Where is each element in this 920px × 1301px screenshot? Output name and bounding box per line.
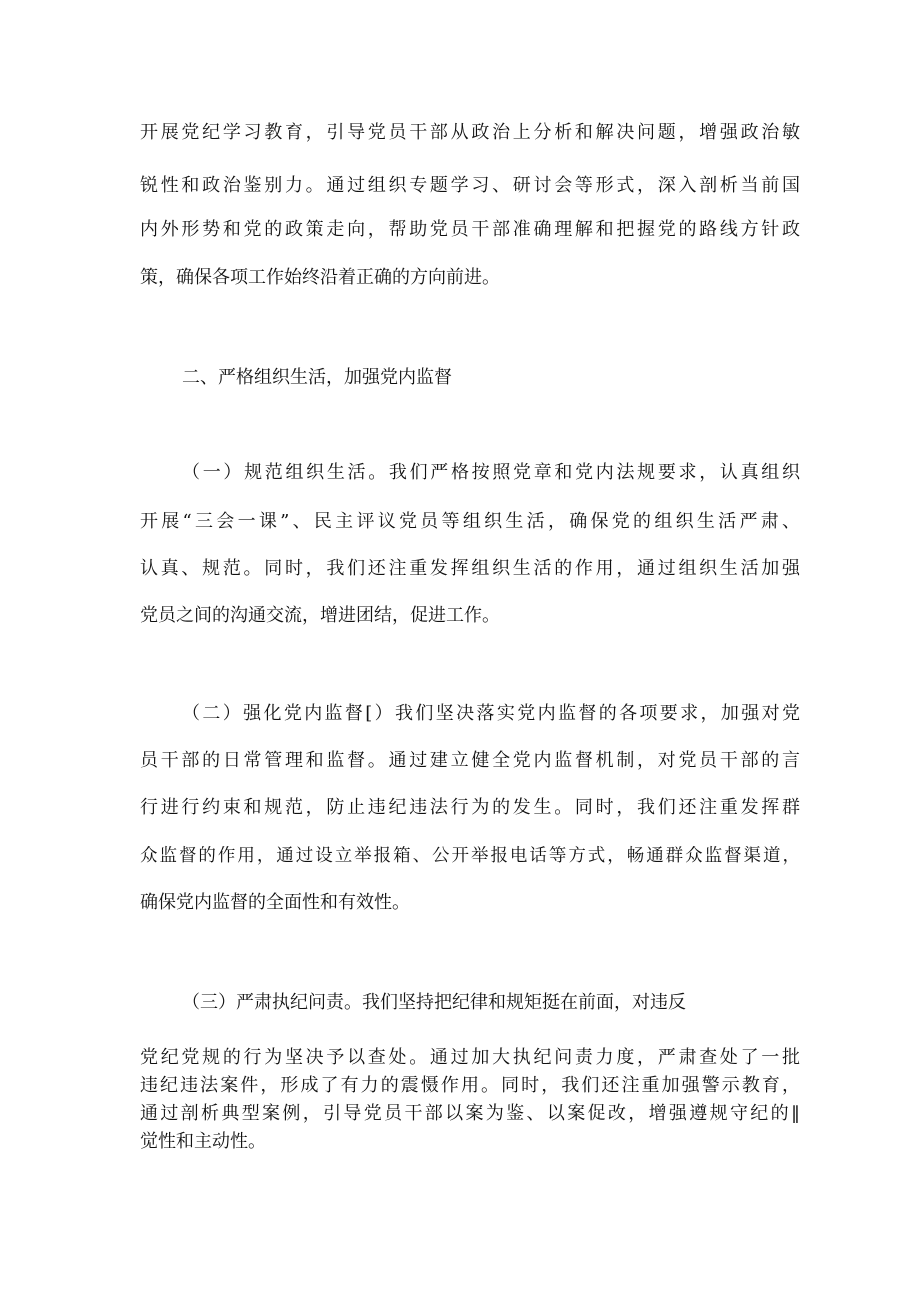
paragraph-4-line-5: 觉性和主动性。 bbox=[140, 1131, 266, 1152]
paragraph-1-line-1: 开展党纪学习教育，引导党员干部从政治上分析和解决问题，增强政治敏 bbox=[140, 122, 800, 143]
paragraph-1-line-2: 锐性和政治鉴别力。通过组织专题学习、研讨会等形式，深入剖析当前国 bbox=[140, 175, 800, 196]
paragraph-1-line-4: 策，确保各项工作始终沿着正确的方向前进。 bbox=[140, 267, 500, 288]
paragraph-4-line-4: 通过剖析典型案例，引导党员干部以案为鉴、以案促改，增强遵规守纪的‖ bbox=[140, 1103, 800, 1124]
paragraph-3-line-2: 员干部的日常管理和监督。通过建立健全党内监督机制，对党员干部的言 bbox=[140, 750, 800, 771]
paragraph-3-line-1: （二）强化党内监督[）我们坚决落实党内监督的各项要求，加强对党 bbox=[182, 703, 800, 724]
paragraph-4-line-1: （三）严肃执纪问责。我们坚持把纪律和规矩挺在前面，对违反 bbox=[182, 992, 686, 1013]
paragraph-2-line-2: 开展“三会一课”、民主评议党员等组织生活，确保党的组织生活严肃、 bbox=[140, 511, 800, 532]
paragraph-2-line-3: 认真、规范。同时，我们还注重发挥组织生活的作用，通过组织生活加强 bbox=[140, 558, 800, 579]
section-heading: 二、严格组织生活，加强党内监督 bbox=[182, 367, 452, 388]
paragraph-3-line-3: 行进行约束和规范，防止违纪违法行为的发生。同时，我们还注重发挥群 bbox=[140, 797, 800, 818]
paragraph-4-line-3: 违纪违法案件，形成了有力的震慑作用。同时，我们还注重加强警示教育， bbox=[140, 1075, 800, 1096]
paragraph-4-line-2: 党纪党规的行为坚决予以查处。通过加大执纪问责力度，严肃查处了一批 bbox=[140, 1047, 800, 1068]
paragraph-2-line-1: （一）规范组织生活。我们严格按照党章和党内法规要求，认真组织 bbox=[182, 462, 800, 483]
paragraph-2-line-4: 党员之间的沟通交流，增进团结，促进工作。 bbox=[140, 605, 500, 626]
paragraph-3-line-5: 确保党内监督的全面性和有效性。 bbox=[140, 892, 410, 913]
paragraph-1-line-3: 内外形势和党的政策走向，帮助党员干部准确理解和把握党的路线方针政 bbox=[140, 219, 800, 240]
paragraph-3-line-4: 众监督的作用，通过设立举报箱、公开举报电话等方式，畅通群众监督渠道， bbox=[140, 846, 800, 866]
